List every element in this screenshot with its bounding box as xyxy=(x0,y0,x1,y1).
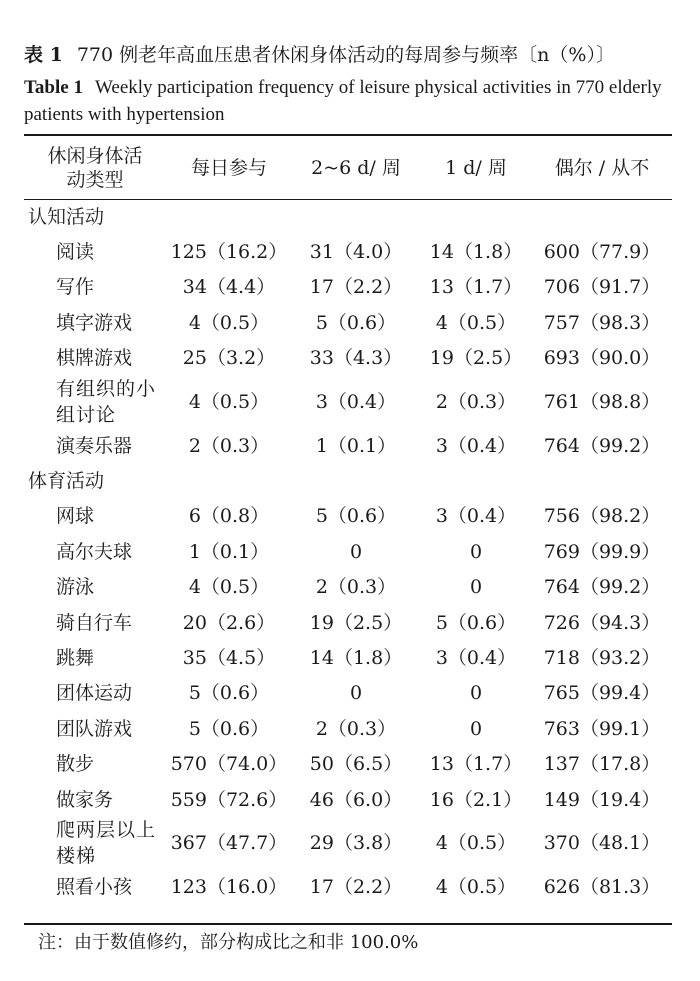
rarely-cell: 600（77.9） xyxy=(543,241,661,264)
d2-6-cell: 0 xyxy=(349,682,363,705)
d2-6-cell: 31（4.0） xyxy=(309,241,403,264)
d1-cell: 3（0.4） xyxy=(435,434,517,457)
daily-cell: 570（74.0） xyxy=(170,753,288,776)
daily-cell: 4（0.5） xyxy=(188,576,270,599)
activity-name: 跳舞 xyxy=(56,646,95,669)
daily-cell: 5（0.6） xyxy=(188,717,270,740)
daily-cell: 123（16.0） xyxy=(170,875,288,898)
category-label: 体育活动 xyxy=(28,470,105,493)
daily-cell: 559（72.6） xyxy=(170,788,288,811)
d1-cell: 13（1.7） xyxy=(429,276,523,299)
d2-6-cell: 3（0.4） xyxy=(315,390,397,413)
daily-cell: 125（16.2） xyxy=(170,241,288,264)
table-label-en: Table 1 xyxy=(24,77,83,98)
table-body xyxy=(24,199,672,905)
rarely-cell: 137（17.8） xyxy=(543,753,661,776)
d1-cell: 0 xyxy=(469,576,483,599)
d1-cell: 4（0.5） xyxy=(435,311,517,334)
d1-cell: 19（2.5） xyxy=(429,347,523,370)
table-row xyxy=(24,534,672,569)
rarely-cell: 763（99.1） xyxy=(543,717,661,740)
header-rarely: 偶尔 / 从不 xyxy=(554,156,650,179)
activity-name: 游泳 xyxy=(56,576,95,599)
header-daily: 每日参与 xyxy=(190,156,267,179)
table-title-cn xyxy=(24,42,672,68)
activity-name: 演奏乐器 xyxy=(56,434,133,457)
category-label: 认知活动 xyxy=(28,205,105,228)
d1-cell: 0 xyxy=(469,682,483,705)
table-row xyxy=(24,817,672,869)
bottom-rule xyxy=(24,923,672,925)
d2-6-cell: 50（6.5） xyxy=(309,753,403,776)
daily-cell: 5（0.6） xyxy=(188,682,270,705)
d2-6-cell: 2（0.3） xyxy=(315,576,397,599)
d1-cell: 0 xyxy=(469,540,483,563)
rarely-cell: 693（90.0） xyxy=(543,347,661,370)
d1-cell: 14（1.8） xyxy=(429,241,523,264)
table-row xyxy=(24,270,672,305)
rarely-cell: 761（98.8） xyxy=(543,390,661,413)
table-row xyxy=(24,570,672,605)
daily-cell: 20（2.6） xyxy=(182,611,276,634)
daily-cell: 34（4.4） xyxy=(182,276,276,299)
table-row xyxy=(24,711,672,746)
table-row xyxy=(24,428,672,463)
daily-cell: 2（0.3） xyxy=(188,434,270,457)
header-row xyxy=(24,136,672,199)
header-1-day: 1 d/ 周 xyxy=(445,156,507,179)
activity-name: 填字游戏 xyxy=(56,311,133,334)
table-row xyxy=(24,305,672,340)
d1-cell: 3（0.4） xyxy=(435,505,517,528)
table-title-en xyxy=(24,74,672,128)
activity-name: 散步 xyxy=(56,753,95,776)
table-row xyxy=(24,605,672,640)
d2-6-cell: 0 xyxy=(349,540,363,563)
d2-6-cell: 17（2.2） xyxy=(309,276,403,299)
d2-6-cell: 5（0.6） xyxy=(315,505,397,528)
d1-cell: 16（2.1） xyxy=(429,788,523,811)
daily-cell: 367（47.7） xyxy=(170,832,288,855)
table-note: 注：由于数值修约，部分构成比之和非 100.0% xyxy=(38,932,419,953)
table-row xyxy=(24,376,672,428)
d2-6-cell: 46（6.0） xyxy=(309,788,403,811)
activity-name: 棋牌游戏 xyxy=(56,347,133,370)
header-activity-type: 休闲身体活动类型 xyxy=(47,144,143,191)
table-row xyxy=(24,676,672,711)
daily-cell: 1（0.1） xyxy=(188,540,270,563)
d2-6-cell: 29（3.8） xyxy=(309,832,403,855)
d2-6-cell: 5（0.6） xyxy=(315,311,397,334)
d2-6-cell: 33（4.3） xyxy=(309,347,403,370)
activity-name: 团体运动 xyxy=(56,682,133,705)
daily-cell: 6（0.8） xyxy=(188,505,270,528)
table-row xyxy=(24,869,672,904)
d2-6-cell: 1（0.1） xyxy=(315,434,397,457)
activity-name: 做家务 xyxy=(56,788,114,811)
activity-name: 爬两层以上楼梯 xyxy=(56,819,157,868)
table-row xyxy=(24,499,672,534)
table-row xyxy=(24,746,672,781)
d1-cell: 13（1.7） xyxy=(429,753,523,776)
daily-cell: 4（0.5） xyxy=(188,311,270,334)
activity-name: 骑自行车 xyxy=(56,611,133,634)
activity-name: 有组织的小组讨论 xyxy=(56,377,157,426)
daily-cell: 25（3.2） xyxy=(182,347,276,370)
rarely-cell: 149（19.4） xyxy=(543,788,661,811)
rarely-cell: 756（98.2） xyxy=(543,505,661,528)
activity-name: 高尔夫球 xyxy=(56,540,133,563)
table-title-cn-text: 770 例老年高血压患者休闲身体活动的每周参与频率〔n（%）〕 xyxy=(76,44,615,66)
rarely-cell: 726（94.3） xyxy=(543,611,661,634)
d1-cell: 4（0.5） xyxy=(435,832,517,855)
activity-name: 团队游戏 xyxy=(56,717,133,740)
table-row xyxy=(24,341,672,376)
daily-cell: 4（0.5） xyxy=(188,390,270,413)
activity-name: 照看小孩 xyxy=(56,875,133,898)
rarely-cell: 626（81.3） xyxy=(543,875,661,898)
rarely-cell: 765（99.4） xyxy=(543,682,661,705)
table-row xyxy=(24,782,672,817)
header-2-6-days: 2~6 d/ 周 xyxy=(311,156,401,179)
table-row xyxy=(24,234,672,269)
table-row xyxy=(24,640,672,675)
rarely-cell: 706（91.7） xyxy=(543,276,661,299)
d1-cell: 0 xyxy=(469,717,483,740)
frequency-table xyxy=(24,136,672,905)
activity-name: 阅读 xyxy=(56,241,95,264)
rarely-cell: 757（98.3） xyxy=(543,311,661,334)
category-row xyxy=(24,463,672,498)
d2-6-cell: 17（2.2） xyxy=(309,875,403,898)
table-label-cn: 表 1 xyxy=(24,44,63,66)
d1-cell: 2（0.3） xyxy=(435,390,517,413)
d2-6-cell: 2（0.3） xyxy=(315,717,397,740)
rarely-cell: 764（99.2） xyxy=(543,434,661,457)
activity-name: 写作 xyxy=(56,276,95,299)
rarely-cell: 370（48.1） xyxy=(543,832,661,855)
d2-6-cell: 19（2.5） xyxy=(309,611,403,634)
category-row xyxy=(24,199,672,234)
activity-name: 网球 xyxy=(56,505,95,528)
d1-cell: 3（0.4） xyxy=(435,646,517,669)
d2-6-cell: 14（1.8） xyxy=(309,646,403,669)
d1-cell: 5（0.6） xyxy=(435,611,517,634)
rarely-cell: 764（99.2） xyxy=(543,576,661,599)
rarely-cell: 769（99.9） xyxy=(543,540,661,563)
rarely-cell: 718（93.2） xyxy=(543,646,661,669)
d1-cell: 4（0.5） xyxy=(435,875,517,898)
daily-cell: 35（4.5） xyxy=(182,646,276,669)
table-title-en-text: Weekly participation frequency of leisure physical activities in 770 elderly patients with hypertension xyxy=(24,77,662,125)
